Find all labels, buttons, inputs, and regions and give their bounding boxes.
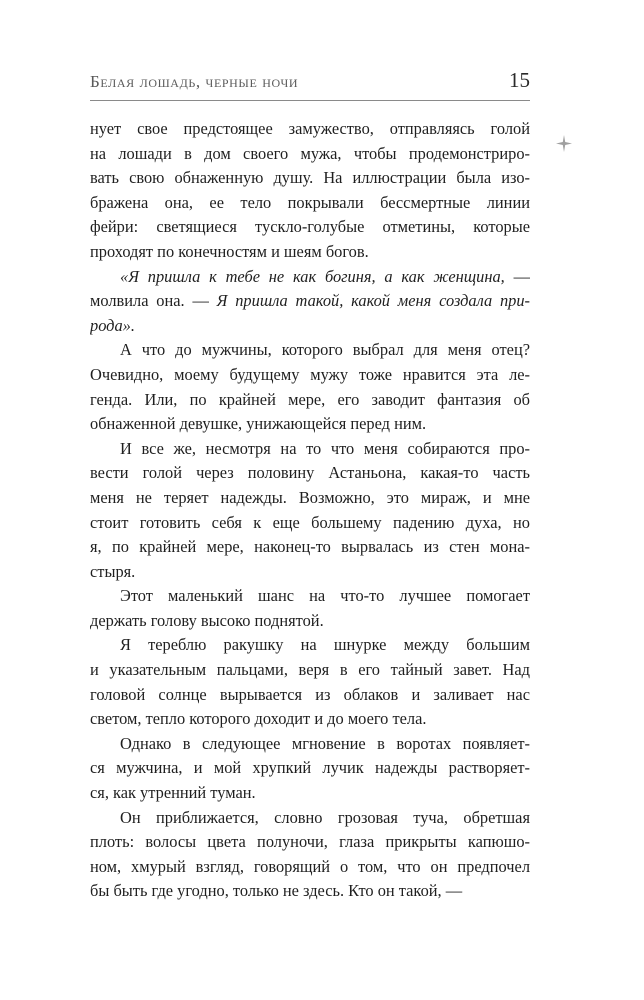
crescent-moon-icon [554, 88, 568, 116]
text-line: держать голову высоко поднятой. [90, 610, 324, 630]
text-line: меня не теряет надежды. Возможно, это мираж, и мне [90, 487, 530, 507]
text-line: ся мужчина, и мой хрупкий лучик надежды растворяет- [90, 758, 530, 778]
text-line: ся, как утренний туман. [90, 783, 256, 803]
text-line: обнаженной девушке, унижающейся перед ним. [90, 414, 427, 434]
text-line: Этот маленький шанс на что-то лучшее помогает [120, 586, 530, 606]
text-line: Однако в следующее мгновение в воротах появляет- [120, 733, 530, 753]
ornament-graphic [538, 80, 598, 220]
paragraph [90, 806, 530, 904]
running-head [90, 68, 530, 100]
paragraph [90, 265, 530, 339]
text-line: бражена она, ее тело покрывали бессмертные линии [90, 192, 530, 212]
sparkle-star-icon [556, 135, 572, 152]
paragraph [90, 633, 530, 731]
header-rule [90, 100, 530, 101]
text-line: молвила она. — Я пришла такой, какой меня создала при- [90, 291, 530, 311]
text-line: головой солнце вырывается из облаков и заливает нас [90, 684, 530, 704]
text-line: генда. Или, по крайней мере, его заводит фантазия об [90, 389, 530, 409]
paragraph [90, 437, 530, 585]
text-line: Я тереблю ракушку на шнурке между большим [120, 635, 530, 655]
paragraph [90, 584, 530, 633]
body-text [90, 117, 530, 904]
crescent-moon-icon [548, 172, 566, 208]
text-line: вести голой через половину Астаньона, какая-то часть [90, 463, 530, 483]
text-line: стыря. [90, 561, 136, 581]
paragraph [90, 732, 530, 806]
text-line: бы быть где угодно, только не здесь. Кто он такой, — [90, 881, 463, 901]
text-line: ном, хмурый взгляд, говорящий о том, что он предпочел [90, 856, 530, 876]
text-line: плоть: волосы цвета полуночи, глаза прикрыты капюшо- [90, 832, 530, 852]
text-line: я, по крайней мере, наконец-то вырвалась из стен мона- [90, 537, 530, 557]
text-line: фейри: светящиеся тускло-голубые отметины, которые [90, 217, 530, 237]
paragraph [90, 117, 530, 265]
text-line: «Я пришла к тебе не как богиня, а как женщина, — [120, 266, 530, 286]
text-line: на лошади в дом своего мужа, чтобы продемонстриро- [90, 143, 530, 163]
text-line: стоит готовить себя к еще большему падению духа, но [90, 512, 530, 532]
text-line: Очевидно, моему будущему мужу тоже нравится эта ле- [90, 364, 530, 384]
text-line: нует свое предстоящее замужество, отправляясь голой [90, 119, 530, 138]
text-line: рода». [90, 315, 135, 335]
paragraph [90, 338, 530, 436]
text-line: вать свою обнаженную душу. На иллюстрации была изо- [90, 168, 530, 188]
text-line: проходят по конечностям и шеям богов. [90, 241, 369, 261]
running-title: Белая лошадь, черные ночи [90, 72, 299, 91]
text-line: светом, тепло которого доходит и до моего тела. [90, 709, 427, 729]
text-line: и указательным пальцами, веря в его тайный завет. Над [90, 660, 530, 680]
ornament-column [538, 80, 598, 220]
text-line: Он приближается, словно грозовая туча, обретшая [120, 807, 530, 827]
text-line: И все же, несмотря на то что меня собираются про- [120, 438, 530, 458]
text-line: А что до мужчины, которого выбрал для меня отец? [120, 340, 530, 360]
page-number: 15 [509, 68, 530, 92]
